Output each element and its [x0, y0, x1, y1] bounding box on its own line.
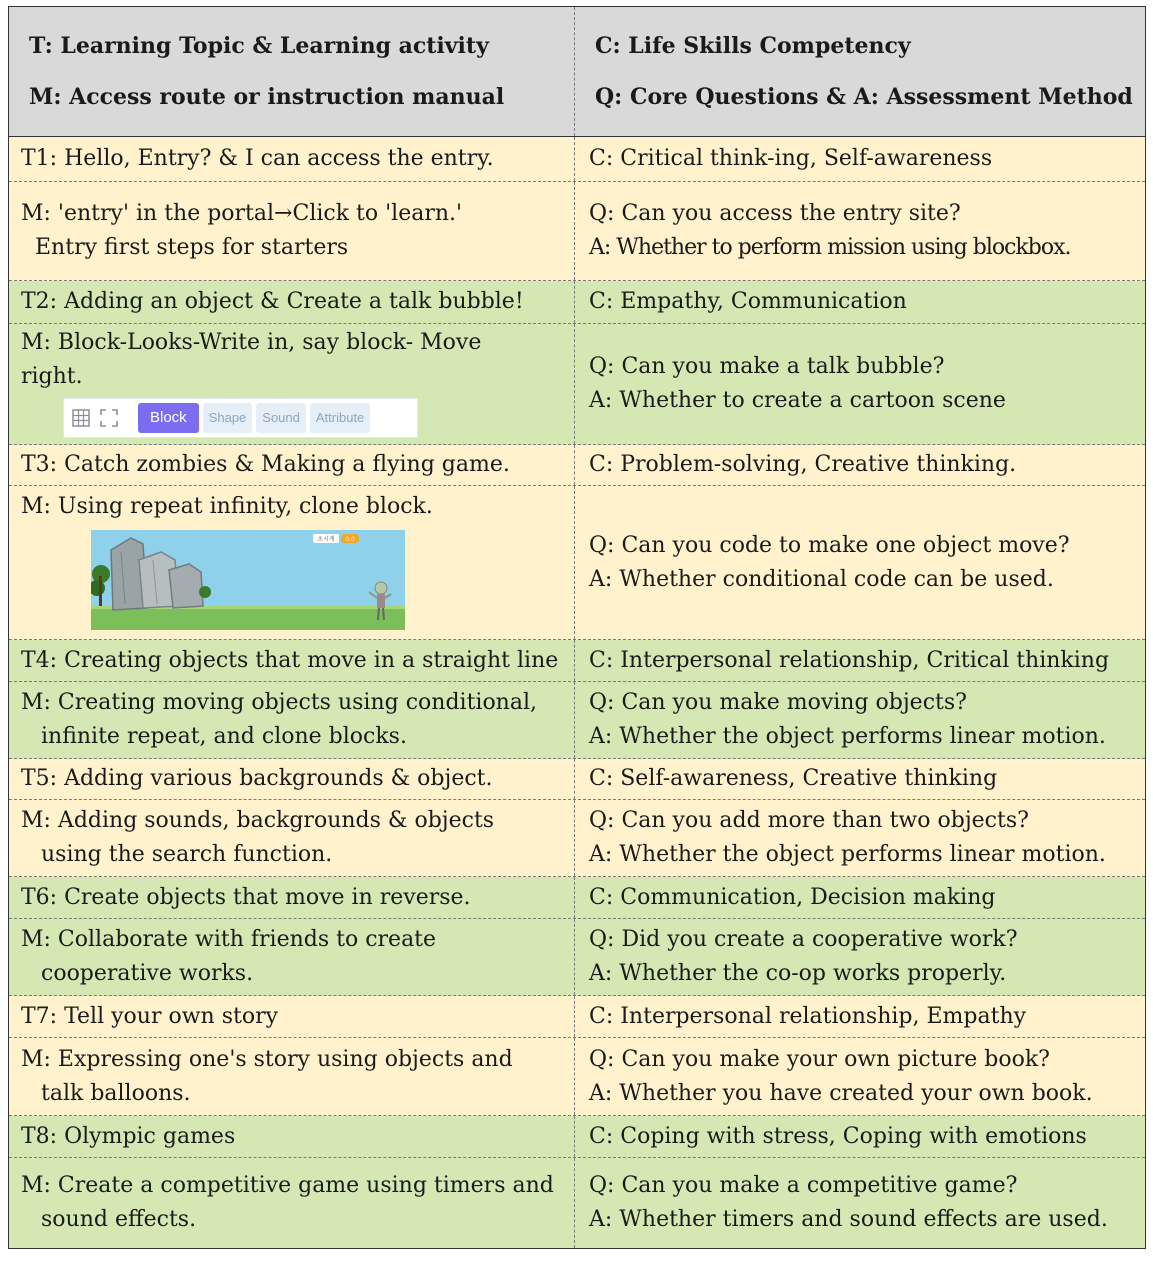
- question-cell: [575, 1038, 1145, 1115]
- manual-cell: [9, 1038, 575, 1115]
- manual-line: M: Collaborate with friends to create: [21, 927, 437, 952]
- manual-cell: [9, 800, 575, 876]
- competency-cell: C: Critical think-ing, Self-awareness: [589, 146, 993, 171]
- tab-shape[interactable]: Shape: [203, 403, 253, 433]
- question-cell: [575, 182, 1145, 280]
- competency-cell: C: Self-awareness, Creative thinking: [589, 766, 998, 791]
- assessment-text: A: Whether timers and sound effects are used.: [589, 1207, 1108, 1232]
- question-text: Q: Can you make moving objects?: [589, 690, 967, 715]
- question-cell: [575, 1158, 1145, 1248]
- question-cell: [575, 800, 1145, 876]
- manual-cell: [9, 324, 575, 444]
- table-row: [9, 1158, 1145, 1248]
- topic-cell: T6: Create objects that move in reverse.: [9, 877, 575, 918]
- question-cell: [575, 919, 1145, 995]
- timer-value: 0.0: [345, 536, 355, 543]
- topic-cell: T8: Olympic games: [9, 1116, 575, 1157]
- tab-block[interactable]: Block: [138, 403, 199, 433]
- competency-cell: C: Empathy, Communication: [589, 289, 907, 314]
- manual-cell: [9, 682, 575, 758]
- question-text: Q: Can you add more than two objects?: [589, 808, 1029, 833]
- timer-label: 초시계: [317, 536, 335, 543]
- question-cell: [575, 486, 1145, 639]
- fullscreen-icon[interactable]: [98, 407, 120, 429]
- game-scene-image: [91, 530, 405, 630]
- table-row: [9, 800, 1145, 877]
- assessment-text: A: Whether the co-op works properly.: [589, 961, 1007, 986]
- table-row: [9, 1038, 1145, 1116]
- header-competency-label: C: Life Skills Competency: [595, 32, 911, 59]
- manual-cell: [9, 919, 575, 995]
- table-row: [9, 877, 1145, 919]
- manual-line: M: Creating moving objects using conditional,: [21, 690, 538, 715]
- manual-line: cooperative works.: [41, 961, 254, 986]
- table-row: [9, 996, 1145, 1038]
- table-row: [9, 137, 1145, 182]
- assessment-text: A: Whether to perform mission using blockbox.: [589, 235, 1071, 260]
- manual-line: M: Adding sounds, backgrounds & objects: [21, 808, 495, 833]
- manual-line: Entry first steps for starters: [35, 235, 349, 260]
- table-row: [9, 182, 1145, 281]
- manual-cell: [9, 1158, 575, 1248]
- question-cell: [575, 324, 1145, 444]
- assessment-text: A: Whether conditional code can be used.: [589, 566, 1054, 592]
- competency-cell: C: Interpersonal relationship, Empathy: [589, 1003, 1027, 1029]
- manual-line: right.: [21, 364, 83, 389]
- question-text: Q: Did you create a cooperative work?: [589, 927, 1018, 952]
- manual-line: M: Create a competitive game using timers and: [21, 1173, 554, 1198]
- question-cell: [575, 682, 1145, 758]
- table-row: [9, 640, 1145, 682]
- table-row: [9, 486, 1145, 640]
- header-right: [575, 7, 1145, 136]
- topic-cell: T7: Tell your own story: [9, 996, 575, 1037]
- question-text: Q: Can you make a talk bubble?: [589, 354, 945, 379]
- manual-line: M: 'entry' in the portal→Click to 'learn.': [21, 201, 463, 226]
- table-row: [9, 281, 1145, 324]
- question-text: Q: Can you make your own picture book?: [589, 1046, 1050, 1072]
- competency-cell: C: Interpersonal relationship, Critical thinking: [589, 647, 1110, 673]
- table-row: [9, 919, 1145, 996]
- table-row: [9, 324, 1145, 445]
- competency-cell: C: Communication, Decision making: [589, 884, 996, 910]
- manual-cell: [9, 182, 575, 280]
- manual-line: M: Using repeat infinity, clone block.: [21, 494, 433, 519]
- question-text: Q: Can you access the entry site?: [589, 201, 961, 226]
- topic-cell: T2: Adding an object & Create a talk bubble!: [9, 281, 575, 323]
- manual-line: talk balloons.: [41, 1080, 191, 1106]
- question-text: Q: Can you make a competitive game?: [589, 1173, 1018, 1198]
- table-row: [9, 759, 1145, 800]
- table-row: [9, 1116, 1145, 1158]
- manual-line: M: Expressing one's story using objects and: [21, 1046, 513, 1072]
- competency-cell: C: Problem-solving, Creative thinking.: [589, 452, 1017, 477]
- grid-icon[interactable]: [70, 407, 92, 429]
- lesson-table: [8, 6, 1146, 1249]
- topic-cell: T3: Catch zombies & Making a flying game.: [9, 445, 575, 485]
- assessment-text: A: Whether to create a cartoon scene: [589, 388, 1006, 413]
- block-tab-strip: [63, 398, 418, 438]
- header-manual-label: M: Access route or instruction manual: [29, 83, 505, 110]
- manual-line: sound effects.: [41, 1207, 197, 1232]
- header-topic-label: T: Learning Topic & Learning activity: [29, 32, 489, 59]
- assessment-text: A: Whether the object performs linear motion.: [589, 724, 1106, 749]
- manual-line: M: Block-Looks-Write in, say block- Move: [21, 330, 482, 355]
- question-text: Q: Can you code to make one object move?: [589, 532, 1070, 558]
- header-left: [9, 7, 575, 136]
- tab-attribute[interactable]: Attribute: [310, 403, 370, 433]
- manual-line: using the search function.: [41, 842, 333, 867]
- header-questions-label: Q: Core Questions & A: Assessment Method: [595, 83, 1133, 110]
- table-row: [9, 682, 1145, 759]
- assessment-text: A: Whether you have created your own book.: [589, 1080, 1093, 1106]
- topic-cell: T5: Adding various backgrounds & object.: [9, 759, 575, 799]
- table-row: [9, 445, 1145, 486]
- tab-sound[interactable]: Sound: [256, 403, 306, 433]
- topic-cell: T4: Creating objects that move in a straight line: [9, 640, 575, 681]
- manual-cell: [9, 486, 575, 639]
- assessment-text: A: Whether the object performs linear motion.: [589, 842, 1106, 867]
- manual-line: infinite repeat, and clone blocks.: [41, 724, 407, 749]
- topic-cell: T1: Hello, Entry? & I can access the entry.: [9, 137, 575, 181]
- table-header: [9, 7, 1145, 137]
- competency-cell: C: Coping with stress, Coping with emotions: [589, 1123, 1087, 1149]
